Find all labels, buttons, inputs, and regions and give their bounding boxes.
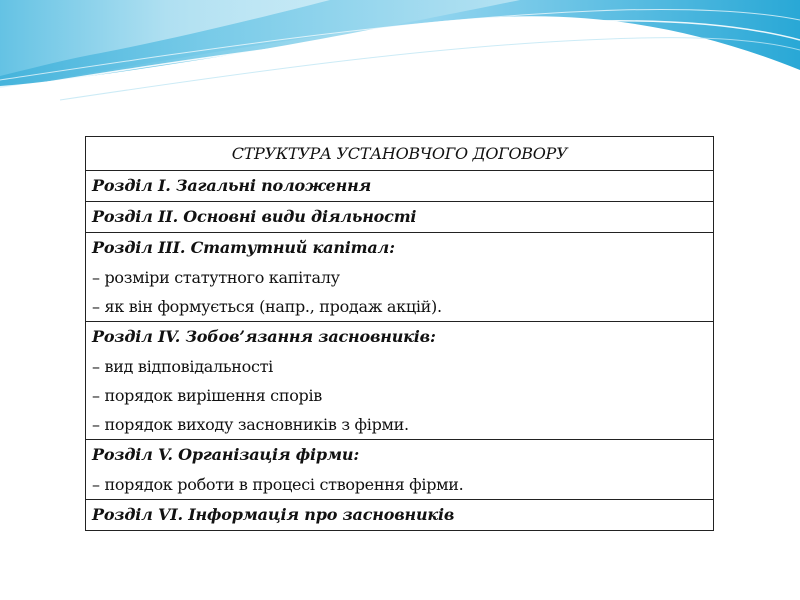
- section-heading: Розділ V. Організація фірми:: [92, 445, 360, 464]
- section-cell: [86, 171, 714, 202]
- section-heading: Розділ III. Статутний капітал:: [92, 238, 395, 257]
- section-heading: Розділ IV. Зобов’язання засновників:: [92, 327, 436, 346]
- section-cell: [86, 202, 714, 233]
- table-row: [86, 171, 714, 202]
- section-item: – розміри статутного капіталу: [92, 268, 340, 287]
- wave-header-decoration: [0, 0, 800, 110]
- table-row: [86, 233, 714, 322]
- table-row: [86, 500, 714, 531]
- section-cell: [86, 322, 714, 440]
- section-item: – порядок роботи в процесі створення фірми.: [92, 475, 464, 494]
- charter-structure-table: [85, 136, 714, 531]
- section-heading: Розділ VI. Інформація про засновників: [92, 505, 455, 524]
- table-title: СТРУКТУРА УСТАНОВЧОГО ДОГОВОРУ: [86, 137, 714, 171]
- section-cell: [86, 500, 714, 531]
- section-cell: [86, 440, 714, 500]
- table-row: [86, 322, 714, 440]
- section-item: – вид відповідальності: [92, 357, 273, 376]
- table-row: [86, 440, 714, 500]
- section-item: – порядок вирішення спорів: [92, 386, 322, 405]
- section-heading: Розділ II. Основні види діяльності: [92, 207, 417, 226]
- section-item: – порядок виходу засновників з фірми.: [92, 415, 409, 434]
- section-item: – як він формується (напр., продаж акцій).: [92, 297, 442, 316]
- table-row: [86, 202, 714, 233]
- section-heading: Розділ I. Загальні положення: [92, 176, 372, 195]
- table-header-row: [86, 137, 714, 171]
- section-cell: [86, 233, 714, 322]
